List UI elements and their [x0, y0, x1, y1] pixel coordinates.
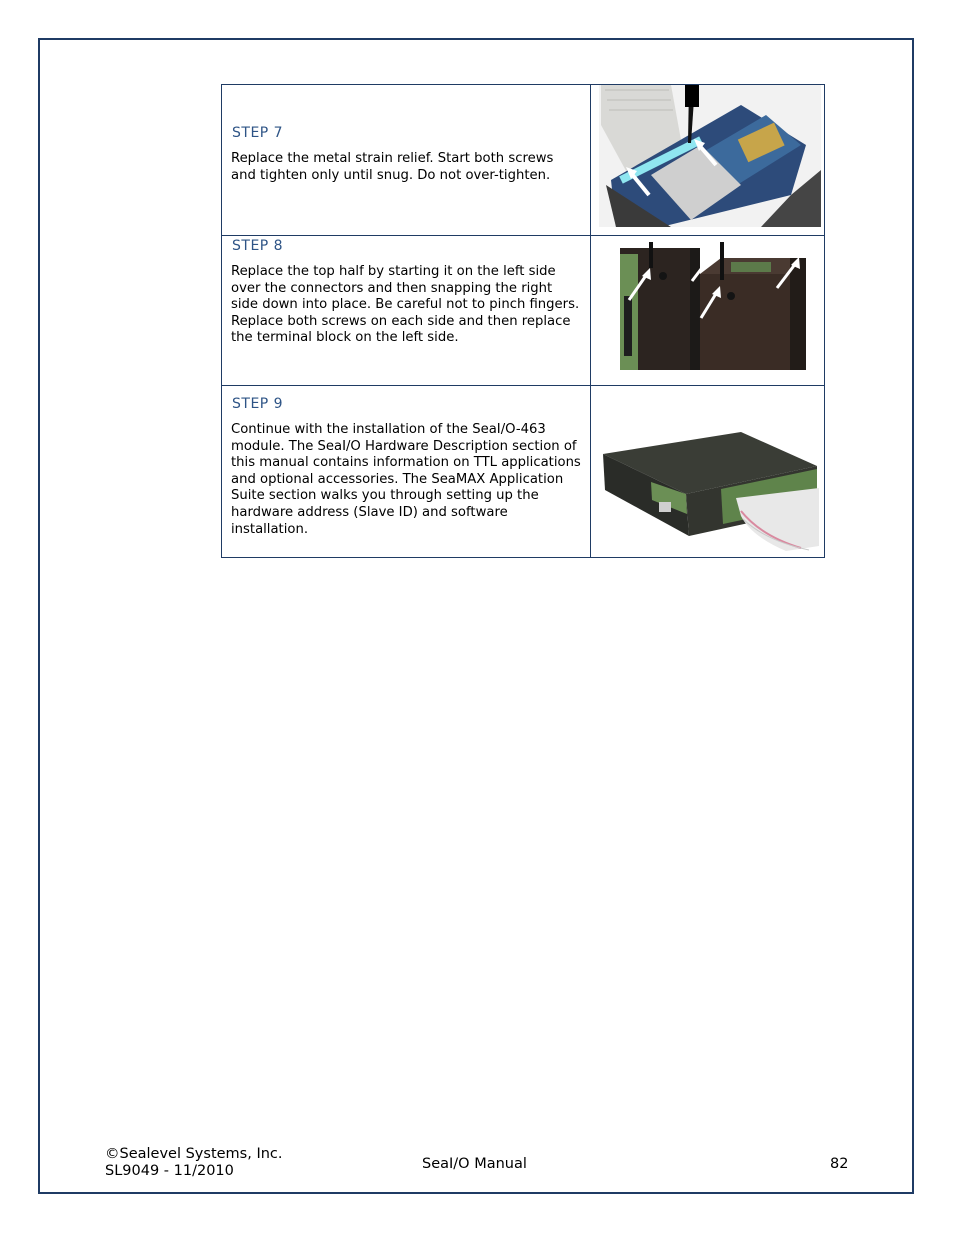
- footer-page-number: 82: [830, 1156, 849, 1172]
- step-7-body: Replace the metal strain relief. Start both screws and tighten only until snug. Do not over-tighten.: [231, 151, 554, 183]
- step-row-8: [222, 236, 825, 386]
- step-7-image-cell: [591, 85, 825, 236]
- step-8-text-cell: [222, 236, 591, 386]
- step-8-image-cell: [591, 236, 825, 386]
- step-9-title: STEP 9: [232, 396, 284, 412]
- step-7-text-cell: [222, 85, 591, 236]
- step-8-title: STEP 8: [232, 238, 284, 254]
- footer-copyright-line2: SL9049 - 11/2010: [105, 1163, 234, 1179]
- step-row-9: [222, 386, 825, 558]
- step-9-image-cell: [591, 386, 825, 558]
- step-9-body: Continue with the installation of the SeaI/O-463 module. The SeaI/O Hardware Description section of this manual contains information on TTL applications and optional accessories. The SeaMAX Application Suite section walks you through setting up the hardware address (Slave ID) and software installation.: [231, 422, 581, 537]
- footer-copyright-line1: ©Sealevel Systems, Inc.: [105, 1146, 283, 1162]
- step-7-photo: [591, 85, 824, 235]
- footer-manual-title: SeaI/O Manual: [422, 1156, 527, 1172]
- step-8-body: Replace the top half by starting it on the left side over the connectors and then snapping the right side down into place. Be careful not to pinch fingers. Replace both screws on each side and then replace the terminal block on the left side.: [231, 264, 580, 346]
- step-9-text-cell: [222, 386, 591, 558]
- step-9-photo: [591, 386, 824, 557]
- step-row-7: [222, 85, 825, 236]
- step-8-photo: [591, 236, 824, 385]
- steps-table: [221, 84, 825, 558]
- step-7-title: STEP 7: [232, 125, 284, 141]
- footer-copyright: [105, 1146, 283, 1180]
